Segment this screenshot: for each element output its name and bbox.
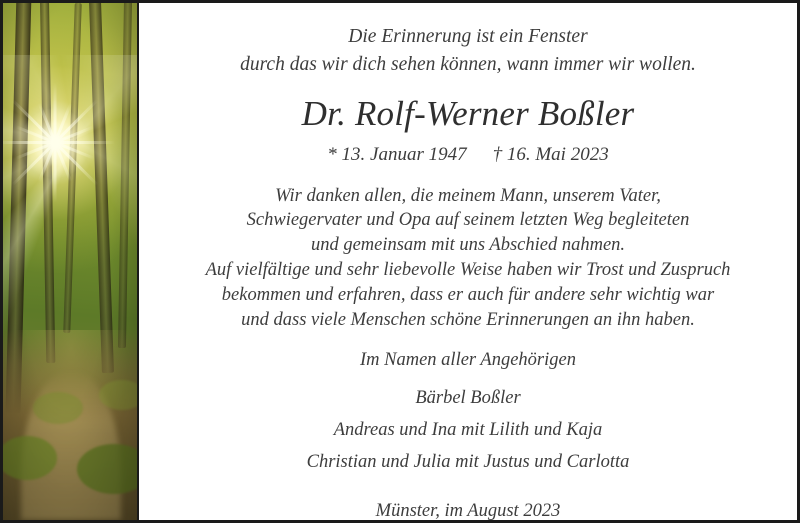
photo-vignette [3, 3, 139, 520]
message-line: und dass viele Menschen schöne Erinnerungen an ihn haben. [241, 309, 695, 330]
family-names [307, 383, 630, 478]
message-line: Wir danken allen, die meinem Mann, unserem Vater, [275, 185, 661, 206]
verse-line: durch das wir dich sehen können, wann immer wir wollen. [240, 53, 696, 75]
memorial-verse [240, 23, 696, 78]
message-line: und gemeinsam mit uns Abschied nahmen. [310, 235, 626, 256]
death-date: † 16. Mai 2023 [492, 143, 609, 165]
place-and-date: Münster, im August 2023 [375, 500, 561, 521]
message-line: Schwiegervater und Opa auf seinem letzten Weg begleiteten [246, 210, 690, 231]
life-dates [327, 144, 608, 166]
forest-sunbeam-photo [3, 3, 139, 520]
birth-date: * 13. Januar 1947 [327, 143, 467, 165]
family-line: Andreas und Ina mit Lilith und Kaja [333, 420, 603, 441]
thank-you-message [206, 184, 731, 333]
family-line: Bärbel Boßler [415, 388, 521, 409]
obituary-text-panel [139, 3, 797, 520]
message-line: bekommen und erfahren, dass er auch für andere sehr wichtig war [221, 284, 715, 305]
closing-line: Im Namen aller Angehörigen [360, 350, 576, 371]
verse-line: Die Erinnerung ist ein Fenster [348, 26, 588, 47]
family-line: Christian und Julia mit Justus und Carlotta [306, 451, 630, 472]
deceased-name: Dr. Rolf-Werner Boßler [301, 94, 635, 134]
message-line: Auf vielfältige und sehr liebevolle Weise haben wir Trost und Zuspruch [205, 259, 731, 280]
